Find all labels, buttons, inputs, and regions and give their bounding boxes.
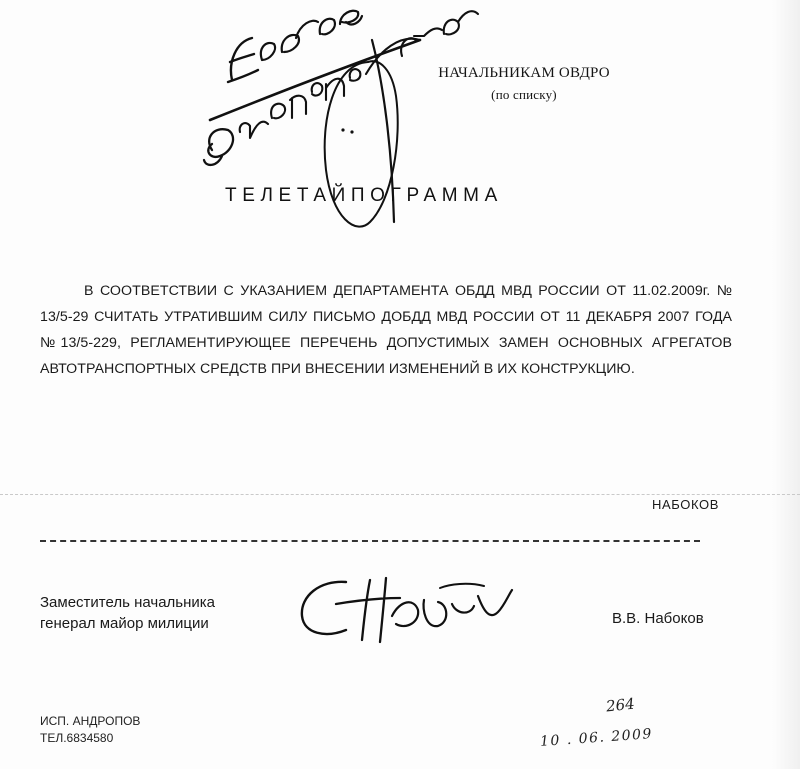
signer-position-line: Заместитель начальника: [40, 594, 216, 611]
addressee-note: (по списку): [491, 87, 557, 102]
separator-line: [40, 540, 700, 542]
executor-block: [40, 713, 140, 747]
signer-name: В.В. Набоков: [612, 610, 704, 627]
signer-rank-line: генерал майор милиции: [40, 615, 209, 632]
document-body: В СООТВЕТСТВИИ С УКАЗАНИЕМ ДЕПАРТАМЕНТА ОБДД МВД РОССИИ ОТ 11.02.2009г. № 13/5-29 СЧИТАТЬ УТРАТИВШИМ СИЛУ ПИСЬМО ДОБДД МВД РОССИИ ОТ 11 ДЕКАБРЯ 2007 ГОДА №13/5-229, РЕГЛАМЕНТИРУЮЩЕЕ ПЕРЕЧЕНЬ ДОПУСТИМЫХ ЗАМЕН ОСНОВНЫХ АГРЕГАТОВ АВТОТРАНСПОРТНЫХ СРЕДСТВ ПРИ ВНЕСЕНИИ ИЗМЕНЕНИЙ В ИХ КОНСТРУКЦИЮ.: [40, 283, 732, 377]
executor-phone: ТЕЛ.6834580: [40, 731, 114, 745]
executor-name: ИСП. АНДРОПОВ: [40, 714, 141, 728]
sender-short-name: НАБОКОВ: [652, 497, 719, 512]
registration-number: 264: [605, 694, 636, 716]
document-title: ТЕЛЕТАЙПОГРАММА: [225, 185, 503, 206]
fold-line: [0, 494, 800, 495]
addressee-line: НАЧАЛЬНИКАМ ОВДРО: [438, 65, 610, 81]
registration-date: 10 . 06. 2009: [539, 726, 654, 750]
signer-position: [40, 592, 215, 634]
addressee-block: [424, 62, 624, 106]
